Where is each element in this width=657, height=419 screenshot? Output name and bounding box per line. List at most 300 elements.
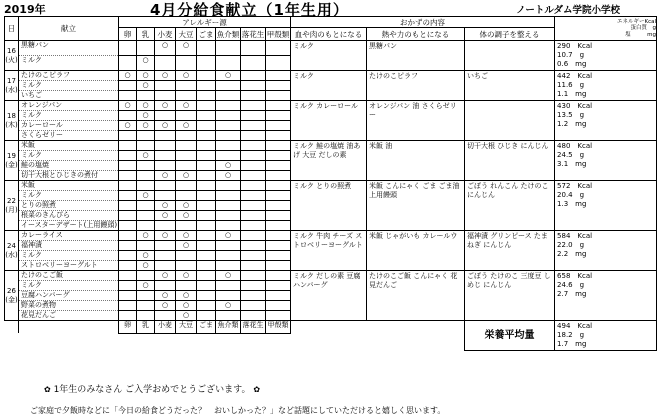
dish-row [5, 141, 657, 151]
nutrition-value: 1.3 mg [557, 200, 587, 208]
allergen-mark: ○ [176, 291, 197, 301]
nutrition-value: 2.7 mg [557, 290, 587, 298]
allergen-header: 小麦 [155, 28, 176, 41]
allergen-mark [216, 261, 241, 271]
ingredients-body [465, 101, 555, 141]
dish-name: 黒糖パン [19, 41, 119, 56]
allergen-mark [155, 181, 176, 191]
school-name: ノートルダム学院小学校 [516, 5, 620, 16]
allergen-header: 卵 [119, 28, 137, 41]
allergen-mark [266, 231, 291, 241]
allergen-mark [266, 181, 291, 191]
allergen-mark [197, 101, 216, 111]
dish-name: ミルク [19, 151, 119, 161]
allergen-mark: ○ [216, 231, 241, 241]
allergen-mark [119, 201, 137, 211]
ingredients-blood: ミルク 牛肉 チーズ ストロベリーヨーグルト [291, 231, 367, 271]
allergen-mark [137, 131, 155, 141]
dish-name: いちご [19, 91, 119, 101]
allergen-mark [241, 81, 266, 91]
allergen-mark [216, 81, 241, 91]
allergen-mark: ○ [137, 191, 155, 201]
allergen-mark [241, 41, 266, 56]
allergen-mark: ○ [176, 121, 197, 131]
parent-note: ご家庭で夕飯時などに「今日の給食どうだった？ おいしかった？」など話題にしていただけると嬉しく思います。 [30, 406, 446, 415]
allergen-mark: ○ [155, 71, 176, 81]
dish-name: 米飯 [19, 141, 119, 151]
allergen-mark [216, 241, 241, 251]
ingredients-energy: 米飯 油 [367, 141, 465, 181]
allergen-mark [241, 131, 266, 141]
allergen-header: 甲殻類 [266, 29, 290, 39]
allergen-mark [266, 191, 291, 201]
allergen-footer: 落花生 [241, 321, 266, 334]
flower-icon: ✿ [44, 385, 51, 394]
allergen-mark: ○ [216, 271, 241, 281]
allergen-mark [155, 261, 176, 271]
allergen-mark [155, 141, 176, 151]
ingredients-energy: たけのこご飯 こんにゃく 花見だんご [367, 271, 465, 321]
allergen-mark [266, 221, 291, 231]
day-date: 18 (木) [5, 101, 19, 141]
allergen-mark [197, 171, 216, 181]
dish-name: ミルク [19, 191, 119, 201]
allergen-mark [119, 281, 137, 291]
allergen-mark [216, 151, 241, 161]
allergen-mark [137, 301, 155, 311]
ingredient-col-header: 体の調子を整える [465, 28, 555, 41]
allergen-mark [119, 261, 137, 271]
allergen-mark [119, 181, 137, 191]
allergen-mark [176, 191, 197, 201]
allergen-mark [155, 111, 176, 121]
allergen-mark [266, 291, 291, 301]
allergen-mark [266, 201, 291, 211]
ingredients-body [465, 41, 555, 71]
nutrition-value: 3.1 mg [557, 160, 587, 168]
average-label: 栄養平均量 [465, 321, 555, 351]
allergen-mark [197, 56, 216, 71]
allergen-mark: ○ [119, 101, 137, 111]
allergen-mark [216, 251, 241, 261]
allergen-mark [241, 71, 266, 81]
nutrition-value: 290 Kcal [557, 42, 593, 50]
allergen-mark [266, 151, 291, 161]
allergen-mark [155, 251, 176, 261]
allergen-mark [119, 301, 137, 311]
allergen-mark [155, 221, 176, 231]
allergen-mark [241, 56, 266, 71]
allergen-mark [176, 91, 197, 101]
footer-blank [5, 321, 19, 334]
nutrition-value: 11.6 g [557, 81, 585, 89]
allergen-mark [137, 171, 155, 181]
allergen-mark [266, 101, 291, 111]
allergen-mark [197, 261, 216, 271]
allergen-mark [241, 91, 266, 101]
allergen-mark: ○ [216, 171, 241, 181]
allergen-mark: ○ [137, 251, 155, 261]
nutrition-values [555, 41, 657, 71]
allergen-mark: ○ [137, 151, 155, 161]
allergen-mark [176, 181, 197, 191]
allergen-mark [155, 91, 176, 101]
allergen-header: 落花生 [241, 29, 265, 39]
allergen-mark [241, 311, 266, 321]
allergen-mark [176, 151, 197, 161]
allergen-mark [119, 231, 137, 241]
allergen-mark [137, 241, 155, 251]
allergen-mark [155, 131, 176, 141]
allergen-mark [266, 301, 291, 311]
allergen-mark [216, 201, 241, 211]
dish-row [5, 71, 657, 81]
allergen-mark [137, 41, 155, 56]
allergen-mark [216, 101, 241, 111]
allergen-mark [266, 131, 291, 141]
nutrition-values [555, 231, 657, 271]
ingredients-blood: ミルク [291, 41, 367, 71]
allergen-mark: ○ [155, 301, 176, 311]
ingredient-col-header: 熱や力のもとになる [367, 28, 465, 41]
dish-name: ミルク [19, 81, 119, 91]
allergen-mark [216, 131, 241, 141]
allergen-mark [119, 191, 137, 201]
footer-gap [5, 333, 291, 350]
average-protein: 18.2 g [557, 331, 585, 339]
year-label: 2019年 [4, 3, 46, 16]
allergen-mark [119, 141, 137, 151]
dish-row [5, 41, 657, 56]
dish-row [5, 231, 657, 241]
ingredients-energy: 米飯 じゃがいも カレールウ [367, 231, 465, 271]
allergen-mark [216, 41, 241, 56]
allergen-mark [241, 121, 266, 131]
allergen-mark [241, 211, 266, 221]
nutrition-value: 442 Kcal [557, 72, 593, 80]
dish-name: 野菜の煮物 [19, 301, 119, 311]
allergen-header: 魚介類 [216, 29, 240, 39]
allergen-mark: ○ [216, 71, 241, 81]
footer-spacer [291, 321, 465, 351]
allergen-mark: ○ [119, 121, 137, 131]
allergen-mark: ○ [176, 211, 197, 221]
allergen-mark: ○ [137, 101, 155, 111]
allergen-mark [241, 251, 266, 261]
allergen-mark [197, 121, 216, 131]
nutrition-value: 480 Kcal [557, 142, 593, 150]
allergen-mark: ○ [176, 301, 197, 311]
ingredients-energy: オレンジパン 油 さくらゼリー [367, 101, 465, 141]
allergen-mark [216, 91, 241, 101]
allergen-mark: ○ [137, 111, 155, 121]
allergen-mark [119, 91, 137, 101]
allergen-mark [197, 231, 216, 241]
allergen-mark [197, 201, 216, 211]
allergen-mark [216, 281, 241, 291]
allergen-mark: ○ [155, 41, 176, 56]
dish-name: 切干大根とひじきの煮付 [19, 171, 119, 181]
nutrition-value: 24.6 g [557, 281, 585, 289]
nutrition-value: 13.5 g [557, 111, 585, 119]
allergen-mark: ○ [176, 71, 197, 81]
allergen-mark [197, 251, 216, 261]
allergen-mark: ○ [176, 231, 197, 241]
allergen-mark [119, 251, 137, 261]
allergen-mark [197, 81, 216, 91]
nutrition-value: 20.4 g [557, 191, 585, 199]
allergen-mark [137, 181, 155, 191]
allergen-mark [155, 311, 176, 321]
allergen-mark [137, 291, 155, 301]
allergen-mark [266, 81, 291, 91]
dish-row [5, 271, 657, 281]
allergen-mark [119, 171, 137, 181]
ingredients-blood: ミルク とりの照煮 [291, 181, 367, 231]
allergy-group-header: アレルギー源 [119, 17, 291, 28]
average-values [555, 321, 657, 351]
allergen-mark [197, 311, 216, 321]
dish-name: たけのこご飯 [19, 271, 119, 281]
allergen-mark [241, 271, 266, 281]
dish-name: 花見だんご [19, 311, 119, 321]
allergen-mark [176, 251, 197, 261]
allergen-header: ごま [198, 29, 214, 39]
allergen-mark [216, 211, 241, 221]
allergen-mark [119, 291, 137, 301]
allergen-mark: ○ [155, 211, 176, 221]
allergen-mark [137, 211, 155, 221]
allergen-mark [197, 91, 216, 101]
allergen-mark [197, 191, 216, 201]
allergen-mark [176, 281, 197, 291]
nutrition-values [555, 141, 657, 181]
nutrition-value: 1.1 mg [557, 90, 587, 98]
allergen-mark [197, 41, 216, 56]
allergen-mark [216, 221, 241, 231]
allergen-mark [137, 311, 155, 321]
allergen-mark [176, 81, 197, 91]
allergen-mark [137, 91, 155, 101]
allergen-mark [266, 281, 291, 291]
allergen-mark [216, 56, 241, 71]
ingredients-blood: ミルク 鮭の塩焼 油あげ 大豆 だしの素 [291, 141, 367, 181]
ingredients-energy: 米飯 こんにゃく ごま ごま油 上用饅頭 [367, 181, 465, 231]
ingredients-energy: たけのこピラフ [367, 71, 465, 101]
allergen-mark [241, 141, 266, 151]
nutrition-value: 10.7 g [557, 51, 585, 59]
dish-name: 福神漬 [19, 241, 119, 251]
nutrition-values [555, 71, 657, 101]
allergen-mark [266, 171, 291, 181]
allergen-mark: ○ [155, 201, 176, 211]
allergen-mark [216, 111, 241, 121]
allergen-mark: ○ [155, 171, 176, 181]
allergen-mark [241, 161, 266, 171]
allergen-mark [266, 71, 291, 81]
allergen-mark [241, 291, 266, 301]
allergen-mark [137, 201, 155, 211]
allergen-mark [176, 221, 197, 231]
dish-column-header: 献立 [19, 17, 119, 41]
allergen-mark [241, 171, 266, 181]
dish-name: とりの照煮 [19, 201, 119, 211]
allergen-mark [241, 101, 266, 111]
nutrition-value: 430 Kcal [557, 102, 593, 110]
ingredient-col-header: 血や肉のもとになる [291, 28, 367, 41]
allergen-mark: ○ [137, 121, 155, 131]
allergen-mark [176, 131, 197, 141]
nutrition-value: 0.6 mg [557, 60, 587, 68]
dish-name: 鮭の塩焼 [19, 161, 119, 171]
flower-icon: ✿ [253, 385, 261, 394]
ingredients-body: ごぼう たけのこ 三度豆 しめじ にんじん [465, 271, 555, 321]
allergen-mark [241, 201, 266, 211]
dish-name: ミルク [19, 56, 119, 71]
allergen-mark [197, 151, 216, 161]
allergen-mark: ○ [176, 311, 197, 321]
allergen-mark [119, 211, 137, 221]
nutrition-value: 2.2 mg [557, 250, 587, 258]
allergen-mark [119, 161, 137, 171]
nutrition-values [555, 181, 657, 231]
ingredients-energy: 黒糖パン [367, 41, 465, 71]
ingredients-blood: ミルク [291, 71, 367, 101]
allergen-mark [197, 211, 216, 221]
dish-row [5, 101, 657, 111]
allergen-mark: ○ [137, 281, 155, 291]
allergen-mark [241, 261, 266, 271]
allergen-mark [197, 301, 216, 311]
ingredients-group-header: おかずの内容 [291, 17, 555, 28]
allergen-mark: ○ [155, 101, 176, 111]
allergen-mark [197, 71, 216, 81]
allergen-mark [155, 151, 176, 161]
allergen-footer: 小麦 [155, 321, 176, 334]
welcome-text: 1年生のみなさん ご入学おめでとうございます。 [53, 385, 251, 395]
allergen-mark [197, 271, 216, 281]
allergen-mark: ○ [137, 231, 155, 241]
page-title: 4月分給食献立（1年生用） [150, 1, 349, 19]
allergen-mark [119, 41, 137, 56]
allergen-mark [266, 111, 291, 121]
nutrition-column-header: エネルギーKcal 蛋白質 g 塩 mg [555, 17, 657, 41]
ingredients-body: 福神漬 グリンピース たまねぎ にんじん [465, 231, 555, 271]
allergen-mark [241, 301, 266, 311]
allergen-mark [266, 41, 291, 56]
allergen-footer: 乳 [137, 321, 155, 334]
allergen-mark [119, 56, 137, 71]
allergen-mark: ○ [176, 201, 197, 211]
welcome-message [44, 382, 260, 395]
dish-name: カレーロール [19, 121, 119, 131]
menu-table [4, 16, 657, 351]
allergen-mark [197, 111, 216, 121]
dish-name: ストロベリーヨーグルト [19, 261, 119, 271]
allergen-mark [119, 81, 137, 91]
average-salt: 1.7 mg [557, 340, 587, 348]
allergen-mark [197, 181, 216, 191]
nutrition-value: 658 Kcal [557, 272, 593, 280]
dish-name: 米飯 [19, 181, 119, 191]
allergen-mark [241, 111, 266, 121]
day-date: 22 (月) [5, 181, 19, 231]
dish-row [5, 181, 657, 191]
allergen-mark: ○ [137, 261, 155, 271]
allergen-mark [266, 311, 291, 321]
day-date: 19 (金) [5, 141, 19, 181]
menu-body [5, 41, 657, 321]
allergen-mark: ○ [155, 291, 176, 301]
allergen-mark [266, 161, 291, 171]
allergen-mark [197, 131, 216, 141]
allergen-mark [241, 191, 266, 201]
dish-name: さくらゼリー [19, 131, 119, 141]
allergen-mark [176, 161, 197, 171]
allergen-mark: ○ [119, 71, 137, 81]
allergen-mark [119, 241, 137, 251]
allergen-mark [266, 271, 291, 281]
allergen-mark [176, 111, 197, 121]
allergen-mark [216, 181, 241, 191]
allergen-footer: 卵 [119, 321, 137, 334]
allergen-mark [176, 56, 197, 71]
dish-name: ミルク [19, 251, 119, 261]
allergen-mark [197, 291, 216, 301]
nutrition-value: 584 Kcal [557, 232, 593, 240]
allergen-mark: ○ [155, 231, 176, 241]
allergen-mark: ○ [137, 81, 155, 91]
allergen-header: 大豆 [176, 28, 197, 41]
allergen-mark [176, 261, 197, 271]
nutrition-value: 24.5 g [557, 151, 585, 159]
ingredients-blood: ミルク だしの素 豆腐ハンバーグ [291, 271, 367, 321]
allergen-mark [266, 121, 291, 131]
allergen-mark: ○ [155, 271, 176, 281]
nutrition-value: 22.0 g [557, 241, 585, 249]
allergen-mark [119, 221, 137, 231]
allergen-mark [155, 161, 176, 171]
day-date: 24 (水) [5, 231, 19, 271]
nutrition-value: 1.2 mg [557, 120, 587, 128]
allergen-mark [216, 311, 241, 321]
allergen-mark [241, 181, 266, 191]
allergen-mark [137, 161, 155, 171]
allergen-footer: 大豆 [176, 321, 197, 334]
ingredients-body: ごぼう れんこん たけのこ にんじん [465, 181, 555, 231]
allergen-mark: ○ [137, 71, 155, 81]
allergen-mark [216, 191, 241, 201]
allergen-mark [155, 241, 176, 251]
day-column-header: 日 [5, 17, 19, 41]
allergen-mark [155, 81, 176, 91]
allergen-mark [241, 281, 266, 291]
allergen-mark: ○ [216, 161, 241, 171]
allergen-mark [241, 221, 266, 231]
ingredients-body: いちご [465, 71, 555, 101]
allergen-mark [155, 56, 176, 71]
allergen-mark: ○ [176, 41, 197, 56]
footer-blank [19, 321, 119, 334]
dish-name: イースターデザート(上用饅頭) [19, 221, 119, 231]
allergen-mark [266, 241, 291, 251]
dish-name: ミルク [19, 281, 119, 291]
allergen-mark [155, 191, 176, 201]
allergen-mark [119, 131, 137, 141]
allergen-mark [266, 56, 291, 71]
allergen-mark [119, 151, 137, 161]
allergen-mark [176, 141, 197, 151]
